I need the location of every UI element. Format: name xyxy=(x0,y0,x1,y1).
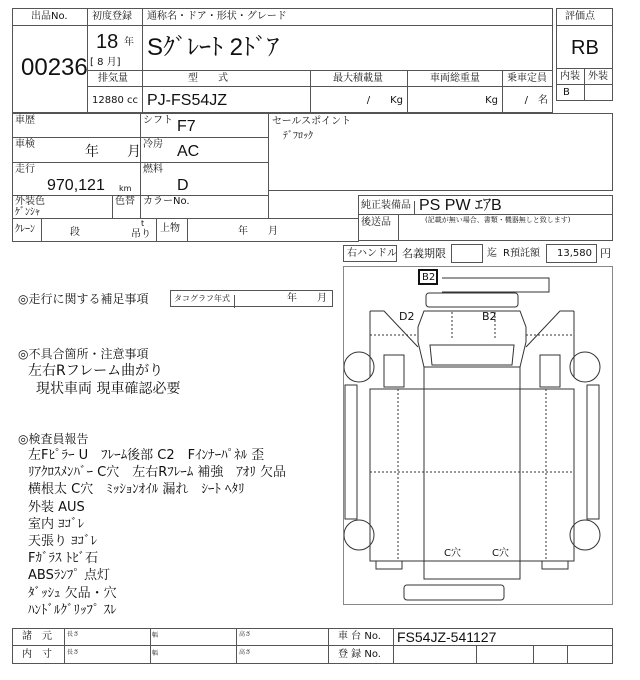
report-line: ﾀﾞｯｼｭ 欠品・穴 xyxy=(28,585,117,601)
interior-label: 内装 xyxy=(560,71,580,82)
title-limit-label: 名義期限 xyxy=(402,247,446,260)
mirror xyxy=(540,355,560,387)
fuel-cell xyxy=(140,162,269,196)
name-label: 通称名・ドア・形状・グレード xyxy=(147,11,287,22)
defects-title: ◎不具合箇所・注意事項 xyxy=(18,347,149,361)
length-label: 長さ xyxy=(67,649,80,656)
model-label: 型 式 xyxy=(188,73,228,84)
chassis-label: 車 台 No. xyxy=(338,631,381,642)
lot-label: 出品No. xyxy=(31,11,68,22)
fuel: D xyxy=(177,177,189,194)
windshield xyxy=(430,345,514,365)
recycle-label: R預託額 xyxy=(503,248,540,259)
until-label: 迄 xyxy=(487,248,497,259)
inspection-date: 年 月 xyxy=(85,144,141,160)
model-cell xyxy=(142,86,311,113)
interior-label-cell xyxy=(556,68,585,85)
lot-label-cell xyxy=(12,8,88,26)
exterior-cell xyxy=(584,84,613,101)
equipment: PS PW ｴｱB xyxy=(419,197,502,214)
damage-code: B2 xyxy=(422,272,436,283)
vehicle-name: Sｸﾞﾚｰﾄ 2ﾄﾞｱ xyxy=(147,34,280,61)
rhd-cell xyxy=(343,245,397,262)
reg-year: 18 xyxy=(96,31,119,53)
crane-stage: 段 xyxy=(70,227,80,238)
max-load-label-cell xyxy=(310,70,408,87)
defect-line: 左右Rフレーム曲がり xyxy=(28,363,164,379)
rear-bumper xyxy=(404,585,504,600)
gross-cell xyxy=(407,86,503,113)
shift: F7 xyxy=(177,118,196,135)
mileage-cell xyxy=(12,162,141,196)
ac-label: 冷房 xyxy=(143,139,163,150)
year-unit: 年 xyxy=(124,37,134,48)
tacho-label: タコグラフ年式 xyxy=(174,295,235,308)
report-line: ABSﾗﾝﾌﾟ 点灯 xyxy=(28,568,110,584)
truck-outline xyxy=(344,267,612,604)
mileage: 970,121 xyxy=(47,177,105,194)
report-line: Fｶﾞﾗｽ ﾄﾋﾞ石 xyxy=(28,551,99,567)
first-reg-label-cell xyxy=(87,8,143,26)
max-load-label: 最大積載量 xyxy=(333,73,383,84)
shift-label: シフト xyxy=(143,115,173,126)
first-reg-cell xyxy=(87,25,143,71)
tacho-date: 年 月 xyxy=(287,293,327,304)
damage-code: C穴 xyxy=(444,548,461,559)
displacement: 12880 cc xyxy=(92,95,138,106)
title-limit-cell xyxy=(451,244,483,263)
damage-code: B2 xyxy=(482,310,497,323)
gross-weight: Kg xyxy=(485,95,498,106)
height-label: 高さ xyxy=(239,649,252,656)
width-label: 幅 xyxy=(152,632,159,639)
body-label: 上物 xyxy=(160,223,180,234)
equipment-label: 純正装備品 xyxy=(361,201,415,215)
model-code: PJ-FS54JZ xyxy=(147,92,228,109)
yen-label: 円 xyxy=(600,247,611,260)
report-line: ﾘｱｸﾛｽﾒﾝﾊﾞｰ C穴 左右Rﾌﾚｰﾑ 補強 ｱｵﾘ 欠品 xyxy=(28,465,287,481)
later-items-note: (記載が無い場合、書類・機器無しと致します) xyxy=(425,216,571,224)
recycle-cell xyxy=(546,244,597,263)
tacho-cell xyxy=(170,290,333,307)
disp-label-cell xyxy=(87,70,143,87)
shift-cell xyxy=(140,113,269,138)
width-label: 幅 xyxy=(152,650,159,657)
color-change-cell xyxy=(112,195,141,219)
report-line: 横根太 C穴 ﾐｯｼｮﾝｵｲﾙ 漏れ ｼｰﾄ ﾍﾀﾘ xyxy=(28,482,245,498)
capacity-label-cell xyxy=(502,70,553,87)
sales-point: ﾃﾞﾌﾛｯｸ xyxy=(283,131,313,142)
interior-cell xyxy=(556,84,585,101)
capacity-label: 乗車定員 xyxy=(507,73,547,84)
inner-label: 内 寸 xyxy=(22,649,52,660)
capacity: / 名 xyxy=(524,95,548,106)
driving-notes-title: ◎走行に関する補足事項 xyxy=(18,292,149,306)
damage-code: D2 xyxy=(399,310,415,323)
max-load: / Kg xyxy=(366,95,403,106)
disp-label: 排気量 xyxy=(98,73,128,84)
capacity-cell xyxy=(502,86,553,113)
crane-lift: 吊り xyxy=(131,229,151,240)
report-line: 室内 ﾖｺﾞﾚ xyxy=(28,516,85,532)
mileage-unit: km xyxy=(119,184,132,193)
side-step xyxy=(587,385,599,519)
recycle-fee: 13,580 xyxy=(557,248,592,259)
gross-label-cell xyxy=(407,70,503,87)
reg-month: [ 8 月] xyxy=(90,57,121,68)
crane-label: ｸﾚｰﾝ xyxy=(15,224,35,235)
color: ｹﾞﾝｼｬ xyxy=(15,207,40,218)
grade-score: RB xyxy=(571,37,599,59)
ac: AC xyxy=(177,143,200,160)
front-bumper-mark xyxy=(418,269,438,285)
exterior-label-cell xyxy=(584,68,613,85)
name-cell xyxy=(142,25,553,71)
later-items-label: 後送品 xyxy=(361,217,391,228)
damage-diagram xyxy=(343,266,613,605)
report-line: 天張り ﾖｺﾞﾚ xyxy=(28,534,98,550)
sales-point-cell xyxy=(268,113,613,191)
grade-label: 評価点 xyxy=(565,11,595,22)
color-label: 外装色 xyxy=(15,196,45,207)
grade-cell xyxy=(556,25,613,69)
rhd: 右ハンドル xyxy=(347,248,397,259)
color-cell xyxy=(12,195,113,219)
reg-label: 登 録 No. xyxy=(338,649,381,660)
exterior-label: 外装 xyxy=(588,71,608,82)
lot-cell xyxy=(12,25,88,113)
interior-grade: B xyxy=(563,87,570,98)
chassis-number: FS54JZ-541127 xyxy=(397,629,497,645)
report-line: ﾊﾝﾄﾞﾙｸﾞﾘｯﾌﾟ ｽﾚ xyxy=(28,602,117,618)
body-date: 年 月 xyxy=(238,226,278,237)
inspector-report xyxy=(28,447,286,619)
equipment-cell xyxy=(358,195,613,215)
color-no-cell xyxy=(140,195,269,219)
grille xyxy=(426,293,518,307)
first-reg-label: 初度登録 xyxy=(92,11,132,22)
later-items-cell xyxy=(358,214,613,241)
sales-point-label: セールスポイント xyxy=(272,116,352,127)
gross-label: 車両総重量 xyxy=(430,73,480,84)
disp-cell xyxy=(87,86,143,113)
length-label: 長さ xyxy=(67,631,80,638)
cab xyxy=(418,311,526,367)
spec-label: 諸 元 xyxy=(22,631,52,642)
model-label-cell xyxy=(142,70,311,87)
crane-row xyxy=(12,218,359,242)
ac-cell xyxy=(140,137,269,163)
name-label-cell xyxy=(142,8,553,26)
color-no-label: カラーNo. xyxy=(143,196,190,207)
cargo-bed xyxy=(370,389,574,561)
front-bumper xyxy=(442,278,549,292)
inspector-title: ◎検査員報告 xyxy=(18,432,89,446)
inspection-label: 車検 xyxy=(15,139,35,150)
fuel-label: 燃料 xyxy=(143,164,163,175)
height-label: 高さ xyxy=(239,631,252,638)
history-label: 車歴 xyxy=(15,115,35,126)
mirror xyxy=(384,355,404,387)
damage-code: C穴 xyxy=(492,548,509,559)
mileage-label: 走行 xyxy=(15,164,35,175)
history-cell xyxy=(12,113,141,138)
report-line: 外装 AUS xyxy=(28,499,85,515)
color-change-label: 色替 xyxy=(115,196,135,207)
grade-label-cell xyxy=(556,8,613,26)
defect-line: 現状車両 現車確認必要 xyxy=(36,381,181,397)
lot-number: 00236 xyxy=(21,54,88,81)
side-step xyxy=(345,385,357,519)
spec-table xyxy=(12,628,613,664)
inspection-cell xyxy=(12,137,141,163)
max-load-cell xyxy=(310,86,408,113)
report-line: 左Fﾋﾟﾗｰ U ﾌﾚｰﾑ後部 C2 Fｲﾝﾅｰﾊﾟﾈﾙ 歪 xyxy=(28,448,265,463)
crane-t: t xyxy=(141,219,145,228)
